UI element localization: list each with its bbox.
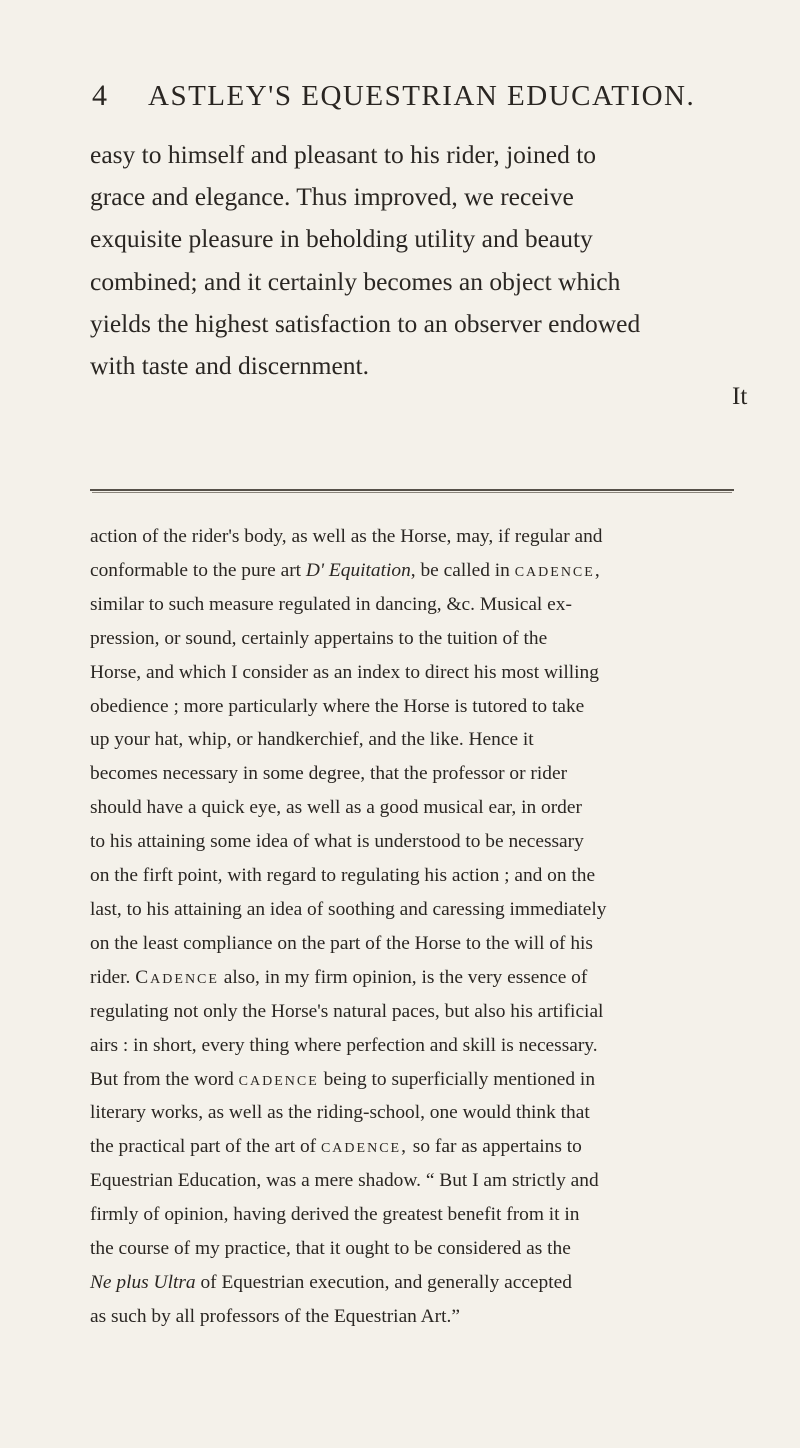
text-run: being to superficially mentioned in bbox=[318, 1068, 596, 1090]
text-line bbox=[90, 690, 736, 724]
text-run: rider. bbox=[90, 966, 136, 988]
text-run: Horse, and which I consider as an index to direct his most willing bbox=[90, 661, 599, 683]
text-run: airs : in short, every thing where perfection and skill is necessary. bbox=[90, 1034, 598, 1056]
text-run: up your hat, whip, or handkerchief, and the like. Hence it bbox=[90, 729, 534, 751]
text-run: on the least compliance on the part of the Horse to the will of his bbox=[90, 932, 593, 954]
text-line: yields the highest satisfaction to an observer endowed bbox=[90, 308, 641, 338]
text-line: combined; and it certainly becomes an object which bbox=[90, 266, 621, 296]
text-line bbox=[90, 1164, 736, 1198]
text-run: on the firft point, with regard to regulating his action ; and on the bbox=[90, 865, 596, 887]
text-run: to his attaining some idea of what is understood to be necessary bbox=[90, 831, 584, 853]
text-line bbox=[90, 520, 736, 554]
text-run: firmly of opinion, having derived the greatest benefit from it in bbox=[90, 1204, 580, 1226]
text-line bbox=[90, 1063, 736, 1097]
text-line bbox=[90, 1130, 736, 1164]
section-divider bbox=[90, 489, 734, 491]
text-run: becomes necessary in some degree, that the professor or rider bbox=[90, 763, 568, 785]
text-line bbox=[90, 961, 736, 995]
text-line bbox=[90, 622, 736, 656]
text-run: Equestrian Education, was a mere shadow. “ But I am strictly and bbox=[90, 1170, 599, 1192]
text-line bbox=[90, 859, 736, 893]
text-line bbox=[90, 1232, 736, 1266]
text-line: with taste and discernment. bbox=[90, 351, 370, 381]
small-caps-run: cadence, bbox=[320, 1136, 408, 1158]
text-run: last, to his attaining an idea of soothing and caressing immediately bbox=[90, 898, 607, 920]
text-run: the course of my practice, that it ought to be considered as the bbox=[90, 1238, 571, 1260]
text-line bbox=[90, 927, 736, 961]
page-header bbox=[92, 78, 782, 118]
text-line bbox=[90, 995, 736, 1029]
small-caps-run: cadence bbox=[238, 1068, 319, 1090]
text-run: of Equestrian execution, and generally accepted bbox=[195, 1271, 572, 1293]
text-run: action of the rider's body, as well as the Horse, may, if regular and bbox=[90, 526, 603, 547]
text-line bbox=[90, 1300, 736, 1334]
text-line bbox=[90, 588, 736, 622]
small-caps-run: cadence, bbox=[514, 559, 602, 581]
section-divider-thin bbox=[92, 492, 732, 493]
text-line bbox=[90, 656, 736, 690]
text-run: conformable to the pure art bbox=[90, 559, 306, 581]
text-run: obedience ; more particularly where the Horse is tutored to take bbox=[90, 695, 585, 717]
text-line bbox=[90, 723, 736, 757]
text-line bbox=[90, 1029, 736, 1063]
catchword: It bbox=[732, 383, 748, 410]
upper-paragraph bbox=[90, 134, 720, 387]
text-line bbox=[90, 825, 736, 859]
small-caps-run: Cadence bbox=[135, 966, 219, 988]
text-run: But from the word bbox=[90, 1068, 239, 1090]
text-run: , be called in bbox=[410, 559, 515, 581]
italic-run: Ne plus Ultra bbox=[90, 1271, 196, 1293]
text-run: literary works, as well as the riding-school, one would think that bbox=[90, 1102, 590, 1124]
text-run: also, in my firm opinion, is the very essence of bbox=[218, 966, 588, 988]
text-run: so far as appertains to bbox=[407, 1136, 582, 1158]
text-run: regulating not only the Horse's natural paces, but also his artificial bbox=[90, 1000, 604, 1022]
text-line: grace and elegance. Thus improved, we receive bbox=[90, 182, 574, 212]
running-head: ASTLEY'S EQUESTRIAN EDUCATION. bbox=[148, 80, 696, 112]
text-line bbox=[90, 757, 736, 791]
text-run: pression, or sound, certainly appertains to the tuition of the bbox=[90, 627, 548, 649]
lower-paragraph bbox=[90, 520, 736, 1334]
text-line: easy to himself and pleasant to his rider, joined to bbox=[90, 140, 597, 169]
text-run: the practical part of the art of bbox=[90, 1136, 321, 1158]
text-line bbox=[90, 554, 736, 588]
text-line bbox=[90, 1266, 736, 1300]
text-run: should have a quick eye, as well as a good musical ear, in order bbox=[90, 797, 582, 819]
text-line bbox=[90, 893, 736, 927]
text-line bbox=[90, 1198, 736, 1232]
text-run: as such by all professors of the Equestrian Art.” bbox=[90, 1305, 460, 1327]
text-line bbox=[90, 1096, 736, 1130]
text-run: similar to such measure regulated in dancing, &c. Musical ex- bbox=[90, 593, 572, 615]
text-line: exquisite pleasure in beholding utility and beauty bbox=[90, 224, 593, 254]
page-number: 4 bbox=[92, 79, 107, 112]
italic-run: D' Equitation bbox=[305, 559, 411, 581]
text-line bbox=[90, 791, 736, 825]
